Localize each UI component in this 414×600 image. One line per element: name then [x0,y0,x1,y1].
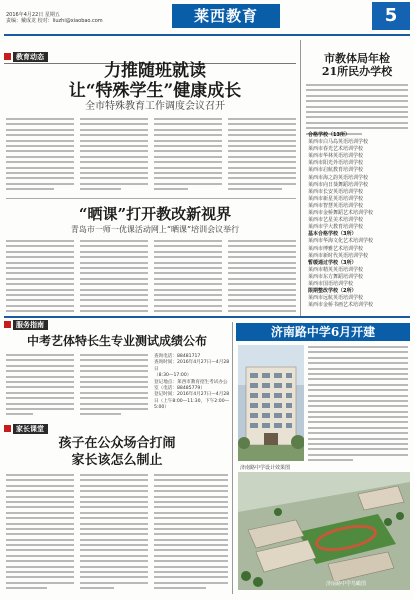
section-label-service: 服务指南 [4,320,48,330]
school-headline: 济南路中学6月开建 [270,325,376,339]
sidebar-group-heading: 基本合格学校（3所） [308,231,357,238]
news-headline-1: 力推随班就读 [104,61,206,81]
sidebar-group-heading: 限期整改学校（2所） [308,288,357,295]
sidebar-school-item: 莱西市白马岛英语培训学校 [308,139,369,146]
sidebar-group-heading: 暂缓通过学校（3所） [308,259,357,266]
sidebar-school-item: 莱西市阳光外语培训学校 [308,160,364,167]
news-headline-2: 让“特殊学生”健康成长 [68,81,242,101]
divider [6,198,296,199]
story2-body-col-3 [154,240,222,315]
sidebar-school-item: 莱西市艺星美术培训学校 [308,217,364,224]
service-info-line: （8:30—17:00） [154,373,192,379]
school-caption-bottom: 济南路中学鸟瞰图 [326,581,367,587]
service-headline: 中考艺体特长生专业测试成绩公布 [26,334,207,348]
news-body-col-4 [228,118,296,193]
sidebar-school-item: 莱西市博雅艺术培训学校 [308,245,364,252]
sidebar-intro [306,84,408,138]
page-number: 5 [372,2,410,30]
date-line: 2016年4月22日 星期五 [6,12,60,18]
story2-body-col-2 [80,240,148,315]
column-divider [232,322,233,594]
service-info-line: 登记地点：莱西市教育招生考试办公室（电话：88485779） [154,379,228,392]
section-marker-icon [4,53,11,60]
divider [4,316,410,318]
sidebar-school-item: 莱西市金桥书画艺术培训学校 [308,302,374,309]
school-aerial-photo [238,472,410,590]
parents-headline-1: 孩子在公众场合打闹 [58,436,176,451]
sidebar-school-item: 莱西市长安英语培训学校 [308,188,364,195]
sidebar-school-item: 莱西市启航教育培训学校 [308,167,364,174]
service-body-col-1 [6,354,74,419]
story2-subheadline: 青岛市一师一优课活动网上“晒课”培训会议举行 [70,225,240,234]
sidebar-title-1: 市教体局年检 [324,52,390,65]
sidebar-school-item: 莱西市金桥舞蹈艺术培训学校 [308,210,374,217]
sidebar-title-2: 21所民办学校 [321,65,393,78]
parents-headline-2: 家长该怎么制止 [71,453,163,468]
sidebar-school-list [308,132,408,309]
school-caption-top: 济南路中学设计效果图 [240,465,291,471]
editor-line: 责编：戴成龙 校对：liuzhi@xiaobao.com [6,18,103,24]
sidebar-school-item: 莱西市国语培训学校 [308,280,354,287]
news-body-col-3 [154,118,222,193]
masthead-info [6,12,103,24]
parents-body-col-2 [80,474,148,593]
service-info-line: 登记时间：2016年4月27日—4月28日（上午8:00—11:30，下午2:00—5:00） [154,392,230,411]
sidebar-school-item: 莱西市新星英语培训学校 [308,195,364,202]
masthead-rule [4,34,410,36]
sidebar-school-item: 莱西市华林英语培训学校 [308,153,364,160]
sidebar-school-item: 莱西市智慧英语培训学校 [308,202,364,209]
section-label-news: 教育动态 [4,52,48,62]
sidebar-group-heading: 合格学校（13所） [308,132,350,138]
parents-body-col-1 [6,474,74,593]
school-body [308,346,408,465]
sidebar-school-item: 莱西市学大教育培训学校 [308,224,364,231]
section-marker-icon [4,425,11,432]
column-divider [300,40,301,316]
sidebar-school-item: 莱西市新时代英语培训学校 [308,252,369,259]
sidebar-school-item: 莱西市华海文化艺术培训学校 [308,238,374,245]
section-title: 莱西教育 [172,4,280,28]
service-info-block [154,354,232,412]
school-building-photo [238,345,304,461]
parents-body-col-3 [154,474,228,593]
sidebar-school-item: 莱西市春光艺术培训学校 [308,146,364,153]
sidebar-school-item: 莱西市精英英语培训学校 [308,266,364,273]
story2-body-col-1 [6,240,74,315]
news-body-col-1 [6,118,74,193]
sidebar-school-item: 莱西市东方舞蹈培训学校 [308,273,364,280]
story2-body-col-4 [228,240,296,315]
sidebar-school-item: 莱西市远航英语培训学校 [308,295,364,302]
story2-headline: “晒课”打开教改新视界 [78,205,232,223]
section-label-parents: 家长课堂 [4,424,48,434]
section-marker-icon [4,321,11,328]
sidebar-school-item: 莱西市海之韵英语培训学校 [308,174,369,181]
masthead [0,0,414,36]
news-subheadline: 全市特殊教育工作调度会议召开 [85,101,225,112]
service-body-col-2 [80,354,148,419]
service-info-line: 查询时间：2016年4月27日—4月28日 [154,360,230,372]
sidebar-school-item: 莱西市向日葵舞蹈培训学校 [308,181,369,188]
service-info-line: 查询电话：88481717 [154,354,201,359]
news-body-col-2 [80,118,148,193]
